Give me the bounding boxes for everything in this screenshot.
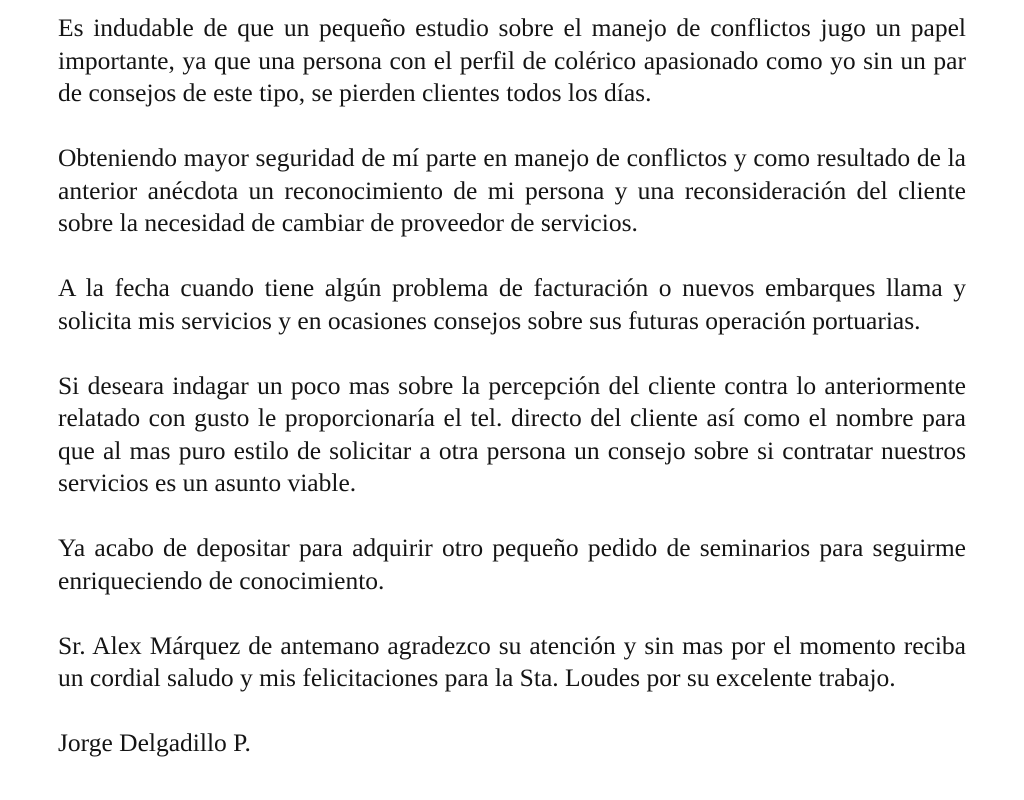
paragraph-conflict-study: Es indudable de que un pequeño estudio sobre el manejo de conflictos jugo un papel importante, ya que una persona con el perfil de colérico apasionado como yo sin un par de consejos de este tipo, se pierden clientes todos los días.: [58, 13, 966, 107]
letter-body: [58, 12, 966, 760]
paragraph-client-reference: Si deseara indagar un poco mas sobre la percepción del cliente contra lo anteriormente relatado con gusto le proporcionaría el tel. directo del cliente así como el nombre para que al mas puro estilo de solicitar a otra persona un consejo sobre si contratar nuestros servicios es un asunto viable.: [58, 370, 966, 497]
paragraph-client-calls: A la fecha cuando tiene algún problema de facturación o nuevos embarques llama y solicita mis servicios y en ocasiones consejos sobre sus futuras operación portuarias.: [58, 273, 966, 335]
paragraph-closing-thanks: Sr. Alex Márquez de antemano agradezco su atención y sin mas por el momento reciba un cordial saludo y mis felicitaciones para la Sta. Loudes por su excelente trabajo.: [58, 630, 966, 692]
paragraph-security-outcome: Obteniendo mayor seguridad de mí parte en manejo de conflictos y como resultado de la anterior anécdota un reconocimiento de mi persona y una reconsideración del cliente sobre la necesidad de cambiar de proveedor de servicios.: [58, 143, 966, 237]
paragraph-new-order: Ya acabo de depositar para adquirir otro pequeño pedido de seminarios para seguirme enriqueciendo de conocimiento.: [58, 533, 966, 595]
signature: Jorge Delgadillo P.: [58, 728, 251, 757]
